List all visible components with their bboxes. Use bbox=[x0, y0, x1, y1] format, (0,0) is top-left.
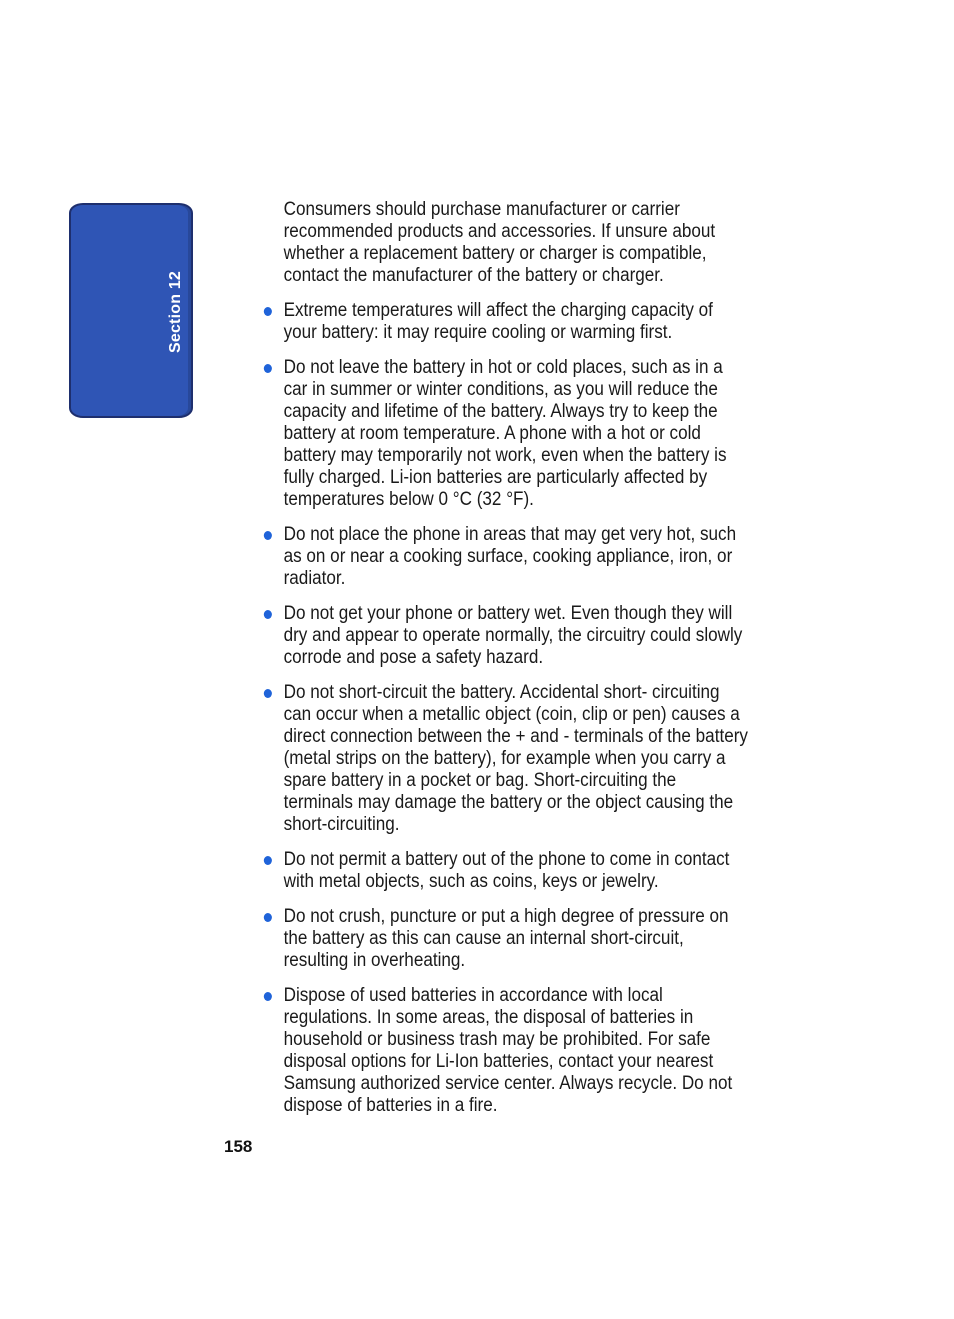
list-item-text: Do not place the phone in areas that may get very hot, such as on or near a cooking surface, cooking appliance, iron, or radiator. bbox=[283, 524, 737, 589]
bullet-icon bbox=[264, 689, 272, 698]
list-item bbox=[262, 300, 748, 344]
list-item bbox=[262, 985, 748, 1117]
bullet-icon bbox=[264, 610, 272, 619]
list-item bbox=[262, 682, 748, 836]
list-item-text: Do not get your phone or battery wet. Even though they will dry and appear to operate normally, the circuitry could slowly corrode and pose a safety hazard. bbox=[283, 603, 743, 668]
page-number: 158 bbox=[224, 1137, 253, 1156]
list-item-text: Dispose of used batteries in accordance with local regulations. In some areas, the disposal of batteries in household or business trash may be prohibited. For safe disposal options for Li-Ion batteries, contact your nearest Samsung authorized service center. Always recycle. Do not dispose of batteries in a fire. bbox=[283, 985, 733, 1116]
bullet-icon bbox=[264, 913, 272, 922]
list-item-text: Do not permit a battery out of the phone to come in contact with metal objects, such as coins, keys or jewelry. bbox=[283, 849, 730, 892]
list-item bbox=[262, 906, 748, 972]
list-item bbox=[262, 524, 748, 590]
bullet-icon bbox=[264, 307, 272, 316]
intro-paragraph: Consumers should purchase manufacturer or carrier recommended products and accessories. If unsure about whether a replacement battery or charger is compatible, contact the manufacturer of the battery or charger. bbox=[283, 199, 716, 286]
list-item-text: Do not leave the battery in hot or cold places, such as in a car in summer or winter conditions, as you will reduce the capacity and lifetime of the battery. Always try to keep the battery at room temperature. A phone with a hot or cold battery may temporarily not work, even when the battery is fully charged. Li-ion batteries are particularly affected by temperatures below 0 °C (32 °F). bbox=[283, 357, 727, 510]
bullet-icon bbox=[264, 531, 272, 540]
list-item-text: Do not crush, puncture or put a high degree of pressure on the battery as this can cause an internal short-circuit, resulting in overheating. bbox=[283, 906, 729, 971]
page-content bbox=[262, 199, 748, 1130]
list-item bbox=[262, 357, 748, 511]
bullet-icon bbox=[264, 364, 272, 373]
list-item-text: Do not short-circuit the battery. Accidental short- circuiting can occur when a metallic object (coin, clip or pen) causes a direct connection between the + and - terminals of the battery (metal strips on the battery), for example when you carry a spare battery in a pocket or bag. Short-circuiting the terminals may damage the battery or the object causing the short-circuiting. bbox=[283, 682, 748, 835]
list-item bbox=[262, 849, 748, 893]
list-item-text: Extreme temperatures will affect the charging capacity of your battery: it may require cooling or warming first. bbox=[283, 300, 713, 343]
section-label: Section 12 bbox=[167, 270, 184, 354]
bullet-list bbox=[262, 300, 748, 1117]
bullet-icon bbox=[264, 992, 272, 1001]
list-item bbox=[262, 603, 748, 669]
bullet-icon bbox=[264, 856, 272, 865]
